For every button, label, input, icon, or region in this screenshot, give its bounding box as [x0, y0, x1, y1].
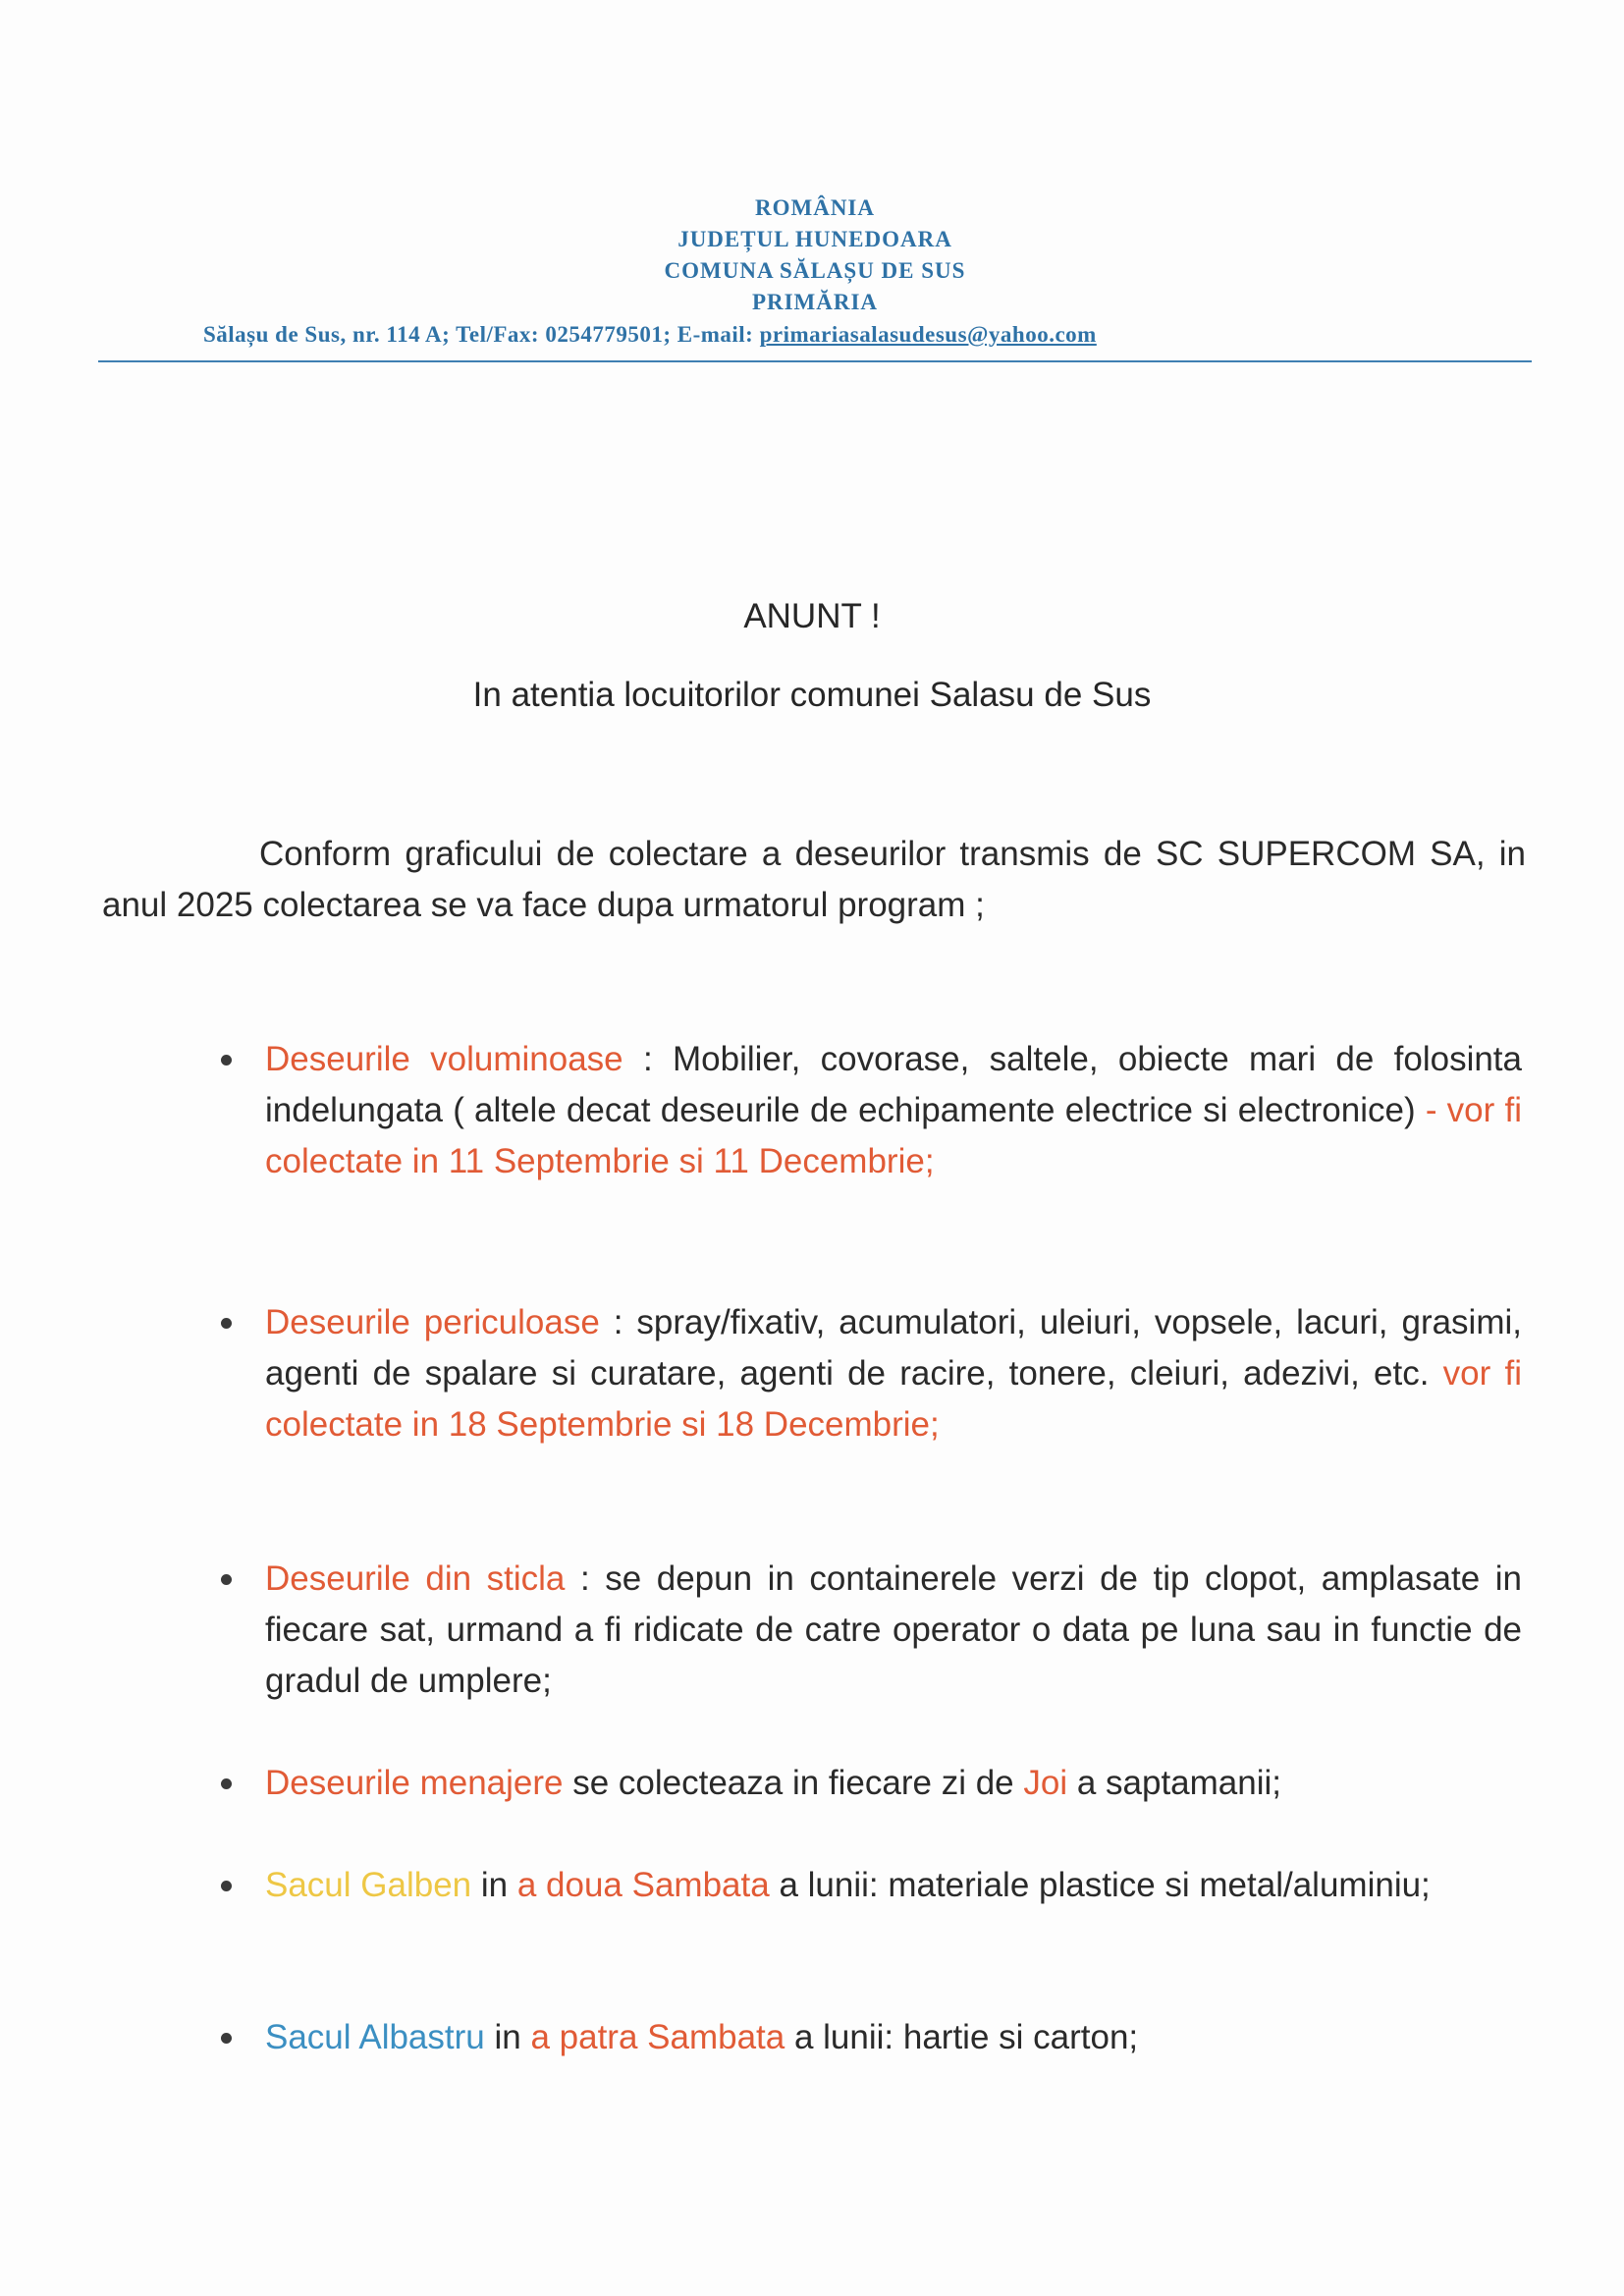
item-text-after: a lunii: materiale plastice si metal/aluminiu; [769, 1866, 1431, 1904]
list-item-glass-waste [265, 1554, 1522, 1707]
bullet-icon [221, 1318, 232, 1329]
item-day: a patra Sambata [530, 2018, 785, 2056]
header-divider [98, 360, 1532, 362]
item-text-after: a lunii: hartie si carton; [785, 2018, 1139, 2056]
item-text: : spray/fixativ, acumulatori, uleiuri, vopsele, lacuri, grasimi, agenti de spalare si curatare, agenti de racire, tonere, cleiuri, adezivi, etc. [265, 1303, 1522, 1393]
list-item-household-waste [265, 1758, 1522, 1809]
bullet-icon [221, 1055, 232, 1066]
list-item-bulky-waste [265, 1034, 1522, 1187]
bullet-icon [221, 1574, 232, 1585]
announcement-title: ANUNT ! [743, 597, 881, 635]
bullet-icon [221, 1881, 232, 1891]
announcement-subtitle: In atentia locuitorilor comunei Salasu de Sus [472, 676, 1152, 714]
letterhead [98, 192, 1532, 352]
letterhead-contact [98, 318, 1532, 352]
item-label: Deseurile din sticla [265, 1559, 566, 1598]
item-schedule: vor fi colectate in 18 Septembrie si 18 Decembrie; [265, 1354, 1522, 1444]
item-text: se colecteaza in fiecare zi de [563, 1764, 1024, 1802]
item-label: Deseurile menajere [265, 1764, 564, 1802]
item-day: Joi [1023, 1764, 1068, 1802]
letterhead-country: ROMÂNIA [755, 195, 875, 220]
intro-paragraph: Conform graficului de colectare a deseurilor transmis de SC SUPERCOM SA, in anul 2025 colectarea se va face dupa urmatorul program ; [102, 835, 1526, 924]
item-label: Sacul Albastru [265, 2018, 485, 2056]
bullet-icon [221, 2033, 232, 2044]
list-item-yellow-bag [265, 1860, 1522, 1911]
item-text-after: a saptamanii; [1067, 1764, 1282, 1802]
list-item-blue-bag [265, 2012, 1522, 2063]
item-text: : Mobilier, covorase, saltele, obiecte mari de folosinta indelungata ( altele decat deseurile de echipamente electrice si electronice) [265, 1040, 1522, 1129]
letterhead-commune: COMUNA SĂLAȘU DE SUS [664, 258, 966, 283]
bullet-icon [221, 1778, 232, 1789]
item-schedule: - vor fi colectate in 11 Septembrie si 11 Decembrie; [265, 1091, 1522, 1180]
item-text: : se depun in containerele verzi de tip clopot, amplasate in fiecare sat, urmand a fi ridicate de catre operator o data pe luna sau in functie de gradul de umplere; [265, 1559, 1522, 1700]
contact-details: Sălașu de Sus, nr. 114 A; Tel/Fax: 0254779501; E-mail: [203, 322, 760, 347]
letterhead-institution: PRIMĂRIA [751, 290, 879, 314]
item-label: Sacul Galben [265, 1866, 472, 1904]
item-label: Deseurile periculoase [265, 1303, 600, 1341]
letterhead-county: JUDEȚUL HUNEDOARA [677, 227, 952, 251]
item-text: in [484, 2018, 531, 2056]
item-text: in [471, 1866, 517, 1904]
item-day: a doua Sambata [516, 1866, 770, 1904]
list-item-hazardous-waste [265, 1297, 1522, 1450]
email-link[interactable]: primariasalasudesus@yahoo.com [759, 322, 1097, 347]
item-label: Deseurile voluminoase [265, 1040, 623, 1078]
